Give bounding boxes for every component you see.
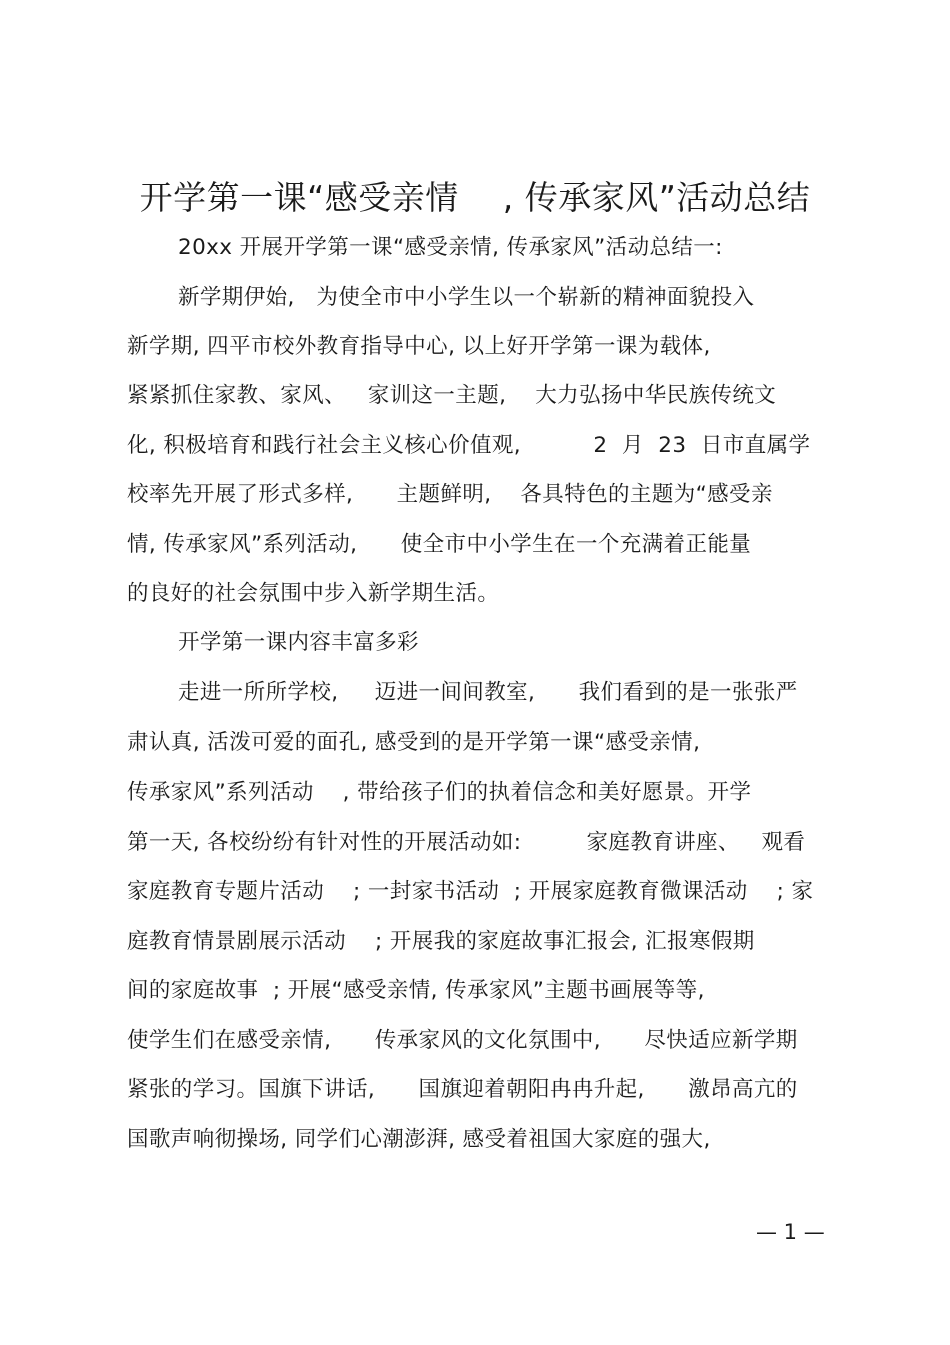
paragraph-line: 新学期, 四平市校外教育指导中心, 以上好开学第一课为载体, [127, 334, 711, 359]
paragraph-line: 20xx 开展开学第一课“感受亲情, 传承家风”活动总结一: [178, 235, 723, 260]
document-title: 开学第一课“感受亲情 , 传承家风”活动总结 [139, 178, 811, 217]
paragraph-line: 传承家风”系列活动 , 带给孩子们的执着信念和美好愿景。开学 [127, 780, 752, 805]
paragraph-line: 紧紧抓住家教、家风、 家训这一主题, 大力弘扬中华民族传统文 [127, 383, 777, 408]
paragraph-line: 的良好的社会氛围中步入新学期生活。 [127, 581, 500, 606]
paragraph-line: 新学期伊始, 为使全市中小学生以一个崭新的精神面貌投入 [178, 285, 755, 310]
paragraph-line: 间的家庭故事 ; 开展“感受亲情, 传承家风”主题书画展等等, [127, 978, 705, 1003]
paragraph-line: 第一天, 各校纷纷有针对性的开展活动如: 家庭教育讲座、 观看 [127, 830, 806, 855]
paragraph-line: 校率先开展了形式多样, 主题鲜明, 各具特色的主题为“感受亲 [127, 482, 773, 507]
paragraph-line: 肃认真, 活泼可爱的面孔, 感受到的是开学第一课“感受亲情, [127, 730, 701, 755]
page-number: — 1 — [756, 1220, 825, 1244]
paragraph-line: 走进一所所学校, 迈进一间间教室, 我们看到的是一张张严 [178, 680, 798, 705]
paragraph-line: 庭教育情景剧展示活动 ; 开展我的家庭故事汇报会, 汇报寒假期 [127, 929, 755, 954]
paragraph-line: 紧张的学习。国旗下讲话, 国旗迎着朝阳冉冉升起, 激昂高亢的 [127, 1077, 798, 1102]
paragraph-line: 情, 传承家风”系列活动, 使全市中小学生在一个充满着正能量 [127, 532, 752, 557]
paragraph-line: 使学生们在感受亲情, 传承家风的文化氛围中, 尽快适应新学期 [127, 1028, 798, 1053]
paragraph-line: 国歌声响彻操场, 同学们心潮澎湃, 感受着祖国大家庭的强大, [127, 1127, 711, 1152]
paragraph-line: 家庭教育专题片活动 ; 一封家书活动 ; 开展家庭教育微课活动 ; 家 [127, 879, 814, 904]
section-heading: 开学第一课内容丰富多彩 [178, 630, 419, 655]
paragraph-line: 化, 积极培育和践行社会主义核心价值观, 2 月 23 日市直属学 [127, 433, 811, 458]
